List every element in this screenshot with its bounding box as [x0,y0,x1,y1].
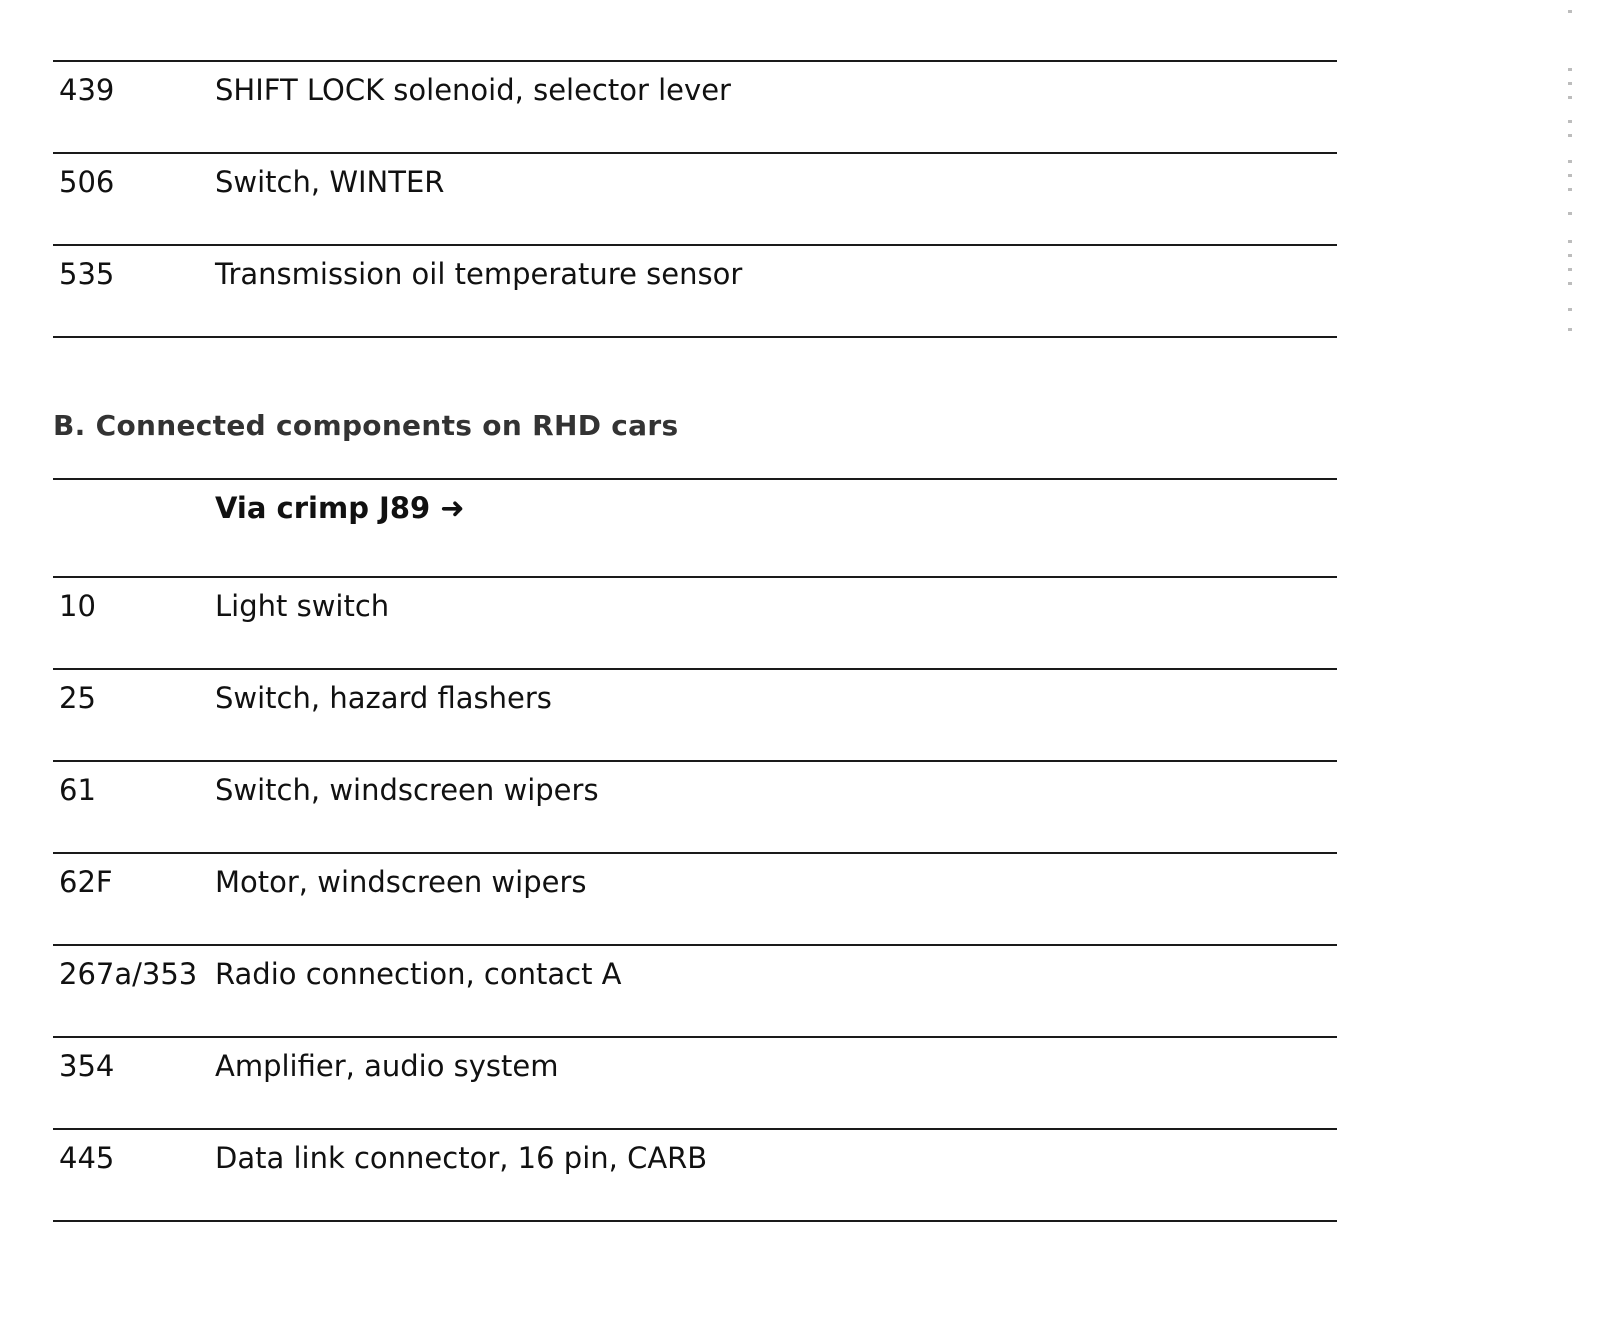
component-code: 445 [59,1141,115,1175]
section-heading: B. Connected components on RHD cars [53,409,679,442]
component-code: 62F [59,865,113,899]
table-row [53,154,1337,246]
component-table-b [53,478,1337,1222]
right-arrow-icon: ➜ [440,491,465,525]
component-description: Radio connection, contact A [215,957,622,991]
component-code: 354 [59,1049,115,1083]
table-row [53,1130,1337,1222]
component-code: 439 [59,73,115,107]
table-row [53,1038,1337,1130]
component-description: Switch, hazard flashers [215,681,552,715]
table-row [53,854,1337,946]
component-description: Transmission oil temperature sensor [215,257,743,291]
component-description: Amplifier, audio system [215,1049,559,1083]
component-description: Switch, WINTER [215,165,445,199]
scan-margin-marks [1568,10,1574,340]
component-description: Switch, windscreen wipers [215,773,599,807]
table-row [53,62,1337,154]
table-row [53,670,1337,762]
component-description: Light switch [215,589,390,623]
component-code: 25 [59,681,96,715]
component-code: 61 [59,773,96,807]
component-description: Data link connector, 16 pin, CARB [215,1141,708,1175]
table-row [53,246,1337,338]
table-row [53,578,1337,670]
crimp-subheading [215,488,465,528]
component-description: SHIFT LOCK solenoid, selector lever [215,73,731,107]
component-code: 506 [59,165,115,199]
table-row [53,946,1337,1038]
component-description: Motor, windscreen wipers [215,865,587,899]
component-code: 267a/353 [59,957,198,991]
table-row [53,762,1337,854]
component-code: 10 [59,589,96,623]
component-table-a [53,60,1337,338]
component-code: 535 [59,257,115,291]
table-subheading-row [53,480,1337,578]
crimp-subheading-text: Via crimp J89 [215,491,431,525]
